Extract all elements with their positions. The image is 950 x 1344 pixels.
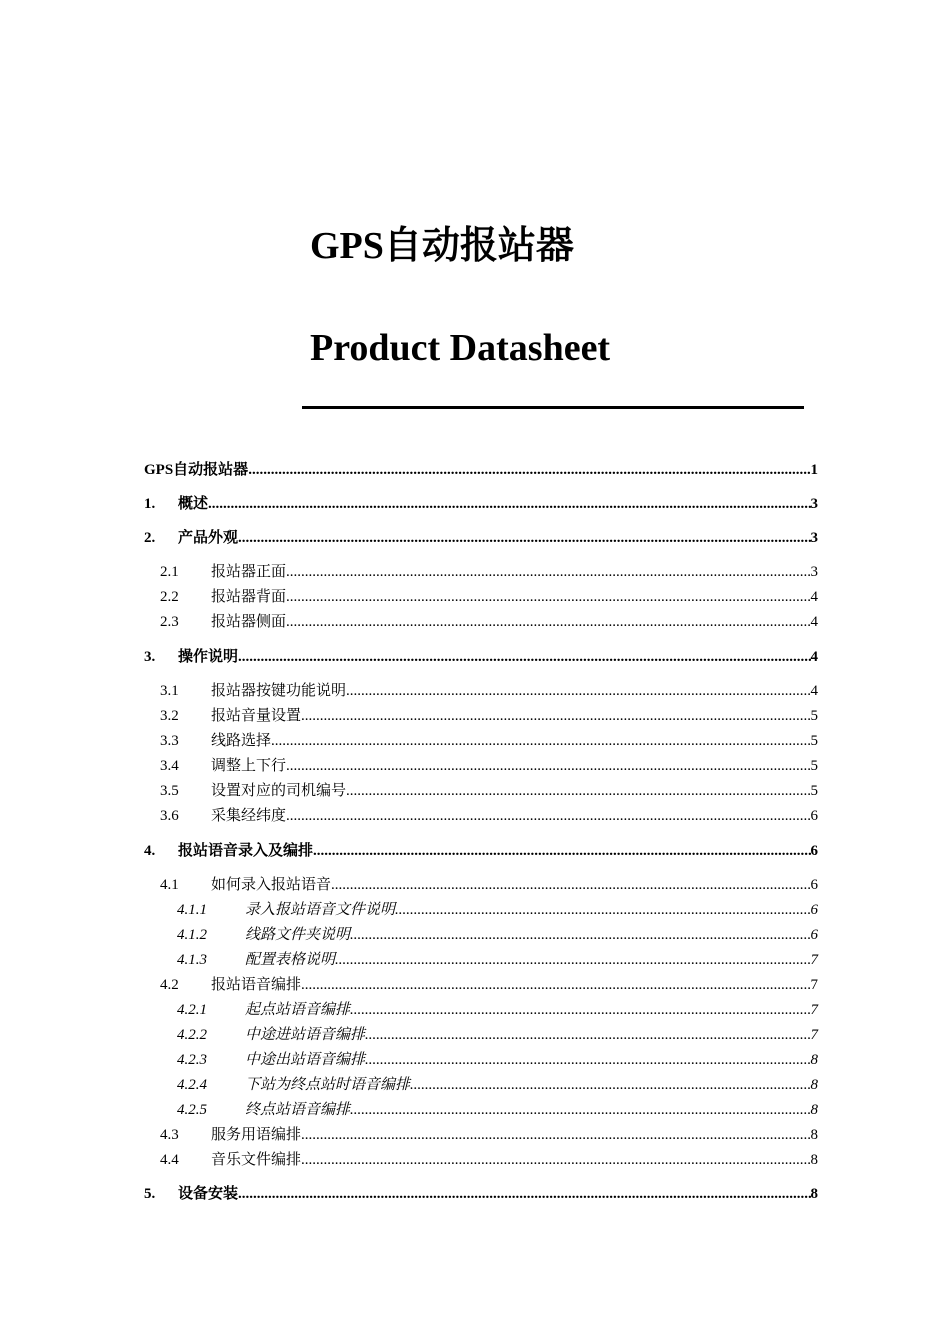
toc-entry[interactable] (144, 1184, 818, 1204)
toc-entry-label: GPS自动报站器 (144, 462, 249, 478)
toc-entry-number: 3.3 (160, 733, 179, 749)
toc-entry-page: 8 (810, 1152, 818, 1168)
toc-entry-number: 4.2.3 (177, 1052, 207, 1068)
toc-entry-page: 5 (810, 708, 818, 724)
toc-entry-number: 1. (144, 496, 156, 512)
toc-entry-label: 起点站语音编排 (245, 1002, 351, 1018)
toc-entry-label: 线路选择 (211, 733, 272, 749)
toc-entry[interactable] (144, 806, 818, 826)
toc-entry-page: 1 (810, 462, 818, 478)
toc-dot-leader (350, 1100, 810, 1120)
toc-entry[interactable] (144, 841, 818, 861)
toc-entry-label: 录入报站语音文件说明 (245, 902, 396, 918)
toc-entry-page: 8 (810, 1127, 818, 1143)
toc-dot-leader (301, 975, 810, 995)
toc-entry-page: 4 (810, 589, 818, 605)
toc-entry-label: 采集经纬度 (211, 808, 287, 824)
toc-entry-label: 报站语音编排 (211, 977, 302, 993)
toc-entry-number: 4.1 (160, 877, 179, 893)
toc-entry-page: 7 (810, 1027, 818, 1043)
toc-entry-label: 音乐文件编排 (211, 1152, 302, 1168)
toc-entry-page: 4 (810, 614, 818, 630)
toc-entry-label: 报站器按键功能说明 (211, 683, 347, 699)
toc-entry[interactable] (144, 647, 818, 667)
toc-entry-label: 下站为终点站时语音编排 (245, 1077, 411, 1093)
toc-entry-label: 设备安装 (178, 1186, 239, 1202)
toc-entry-number: 3. (144, 649, 156, 665)
toc-entry-label: 报站器正面 (211, 564, 287, 580)
toc-entry-number: 4.2.2 (177, 1027, 207, 1043)
toc-entry[interactable] (144, 562, 818, 582)
toc-dot-leader (335, 950, 810, 970)
toc-entry[interactable] (144, 706, 818, 726)
toc-dot-leader (286, 756, 810, 776)
toc-dot-leader (208, 494, 810, 514)
toc-entry-label: 报站器侧面 (211, 614, 287, 630)
toc-entry-page: 5 (810, 758, 818, 774)
toc-entry-number: 3.6 (160, 808, 179, 824)
toc-dot-leader (301, 1125, 810, 1145)
toc-entry-number: 4.2.4 (177, 1077, 207, 1093)
toc-entry-page: 6 (810, 902, 818, 918)
toc-entry-number: 4.1.2 (177, 927, 207, 943)
toc-entry-page: 6 (810, 927, 818, 943)
toc-entry-page: 8 (810, 1102, 818, 1118)
toc-entry-number: 4.1.3 (177, 952, 207, 968)
document-title: GPS自动报站器 (310, 225, 574, 267)
toc-entry-page: 4 (810, 683, 818, 699)
toc-entry-number: 2.3 (160, 614, 179, 630)
toc-entry[interactable] (144, 1025, 818, 1045)
toc-entry-label: 中途进站语音编排 (245, 1027, 366, 1043)
toc-entry[interactable] (144, 1000, 818, 1020)
toc-entry-number: 4.2.1 (177, 1002, 207, 1018)
toc-entry[interactable] (144, 781, 818, 801)
toc-entry-label: 终点站语音编排 (245, 1102, 351, 1118)
toc-dot-leader (248, 460, 810, 480)
toc-entry-label: 调整上下行 (211, 758, 287, 774)
document-subtitle: Product Datasheet (310, 327, 611, 369)
toc-dot-leader (286, 587, 810, 607)
toc-entry-number: 4. (144, 843, 156, 859)
toc-entry-label: 线路文件夹说明 (245, 927, 351, 943)
title-underline (302, 406, 804, 409)
toc-entry[interactable] (144, 494, 818, 514)
toc-entry[interactable] (144, 875, 818, 895)
toc-entry[interactable] (144, 1050, 818, 1070)
toc-entry-number: 3.2 (160, 708, 179, 724)
toc-entry-page: 7 (810, 952, 818, 968)
toc-dot-leader (238, 647, 810, 667)
toc-dot-leader (331, 875, 810, 895)
toc-dot-leader (410, 1075, 810, 1095)
toc-dot-leader (286, 612, 810, 632)
toc-dot-leader (365, 1050, 810, 1070)
toc-entry-page: 3 (810, 496, 818, 512)
toc-entry-number: 5. (144, 1186, 156, 1202)
toc-entry-page: 7 (810, 977, 818, 993)
toc-entry[interactable] (144, 681, 818, 701)
toc-entry[interactable] (144, 756, 818, 776)
toc-dot-leader (286, 806, 810, 826)
toc-dot-leader (395, 900, 810, 920)
toc-entry-page: 8 (810, 1052, 818, 1068)
toc-entry-label: 服务用语编排 (211, 1127, 302, 1143)
toc-entry-number: 4.1.1 (177, 902, 207, 918)
toc-entry-label: 报站语音录入及编排 (178, 843, 314, 859)
toc-entry[interactable] (144, 460, 818, 480)
toc-dot-leader (350, 1000, 810, 1020)
toc-entry-label: 报站音量设置 (211, 708, 302, 724)
toc-entry-label: 中途出站语音编排 (245, 1052, 366, 1068)
toc-entry-label: 设置对应的司机编号 (211, 783, 347, 799)
toc-dot-leader (365, 1025, 810, 1045)
toc-dot-leader (313, 841, 810, 861)
toc-entry-label: 概述 (178, 496, 209, 512)
toc-dot-leader (346, 781, 810, 801)
toc-entry-page: 8 (810, 1186, 818, 1202)
toc-entry-page: 3 (810, 530, 818, 546)
toc-dot-leader (301, 706, 810, 726)
toc-dot-leader (271, 731, 810, 751)
toc-entry-number: 3.5 (160, 783, 179, 799)
toc-entry-label: 操作说明 (178, 649, 239, 665)
toc-entry[interactable] (144, 900, 818, 920)
toc-entry-number: 4.2.5 (177, 1102, 207, 1118)
toc-entry-number: 3.4 (160, 758, 179, 774)
toc-entry-label: 配置表格说明 (245, 952, 336, 968)
toc-entry-number: 3.1 (160, 683, 179, 699)
toc-entry-page: 5 (810, 733, 818, 749)
toc-entry[interactable] (144, 975, 818, 995)
toc-entry[interactable] (144, 587, 818, 607)
toc-dot-leader (346, 681, 810, 701)
toc-entry[interactable] (144, 731, 818, 751)
toc-entry-number: 4.3 (160, 1127, 179, 1143)
toc-entry-number: 4.2 (160, 977, 179, 993)
toc-entry-page: 6 (810, 843, 818, 859)
toc-entry-page: 7 (810, 1002, 818, 1018)
toc-entry-page: 8 (810, 1077, 818, 1093)
toc-entry[interactable] (144, 1125, 818, 1145)
toc-entry[interactable] (144, 612, 818, 632)
toc-entry[interactable] (144, 925, 818, 945)
toc-dot-leader (238, 528, 810, 548)
toc-entry[interactable] (144, 1075, 818, 1095)
toc-entry-number: 2. (144, 530, 156, 546)
toc-entry-page: 5 (810, 783, 818, 799)
toc-entry-page: 6 (810, 877, 818, 893)
toc-entry-number: 2.1 (160, 564, 179, 580)
toc-entry[interactable] (144, 950, 818, 970)
toc-entry-page: 6 (810, 808, 818, 824)
toc-entry-page: 3 (810, 564, 818, 580)
toc-dot-leader (286, 562, 810, 582)
toc-dot-leader (350, 925, 810, 945)
toc-entry-page: 4 (810, 649, 818, 665)
toc-entry-label: 产品外观 (178, 530, 239, 546)
toc-entry[interactable] (144, 528, 818, 548)
toc-entry-label: 报站器背面 (211, 589, 287, 605)
toc-dot-leader (238, 1184, 810, 1204)
toc-entry-number: 4.4 (160, 1152, 179, 1168)
toc-entry-number: 2.2 (160, 589, 179, 605)
toc-entry[interactable] (144, 1150, 818, 1170)
toc-entry-label: 如何录入报站语音 (211, 877, 332, 893)
toc-dot-leader (301, 1150, 810, 1170)
toc-entry[interactable] (144, 1100, 818, 1120)
